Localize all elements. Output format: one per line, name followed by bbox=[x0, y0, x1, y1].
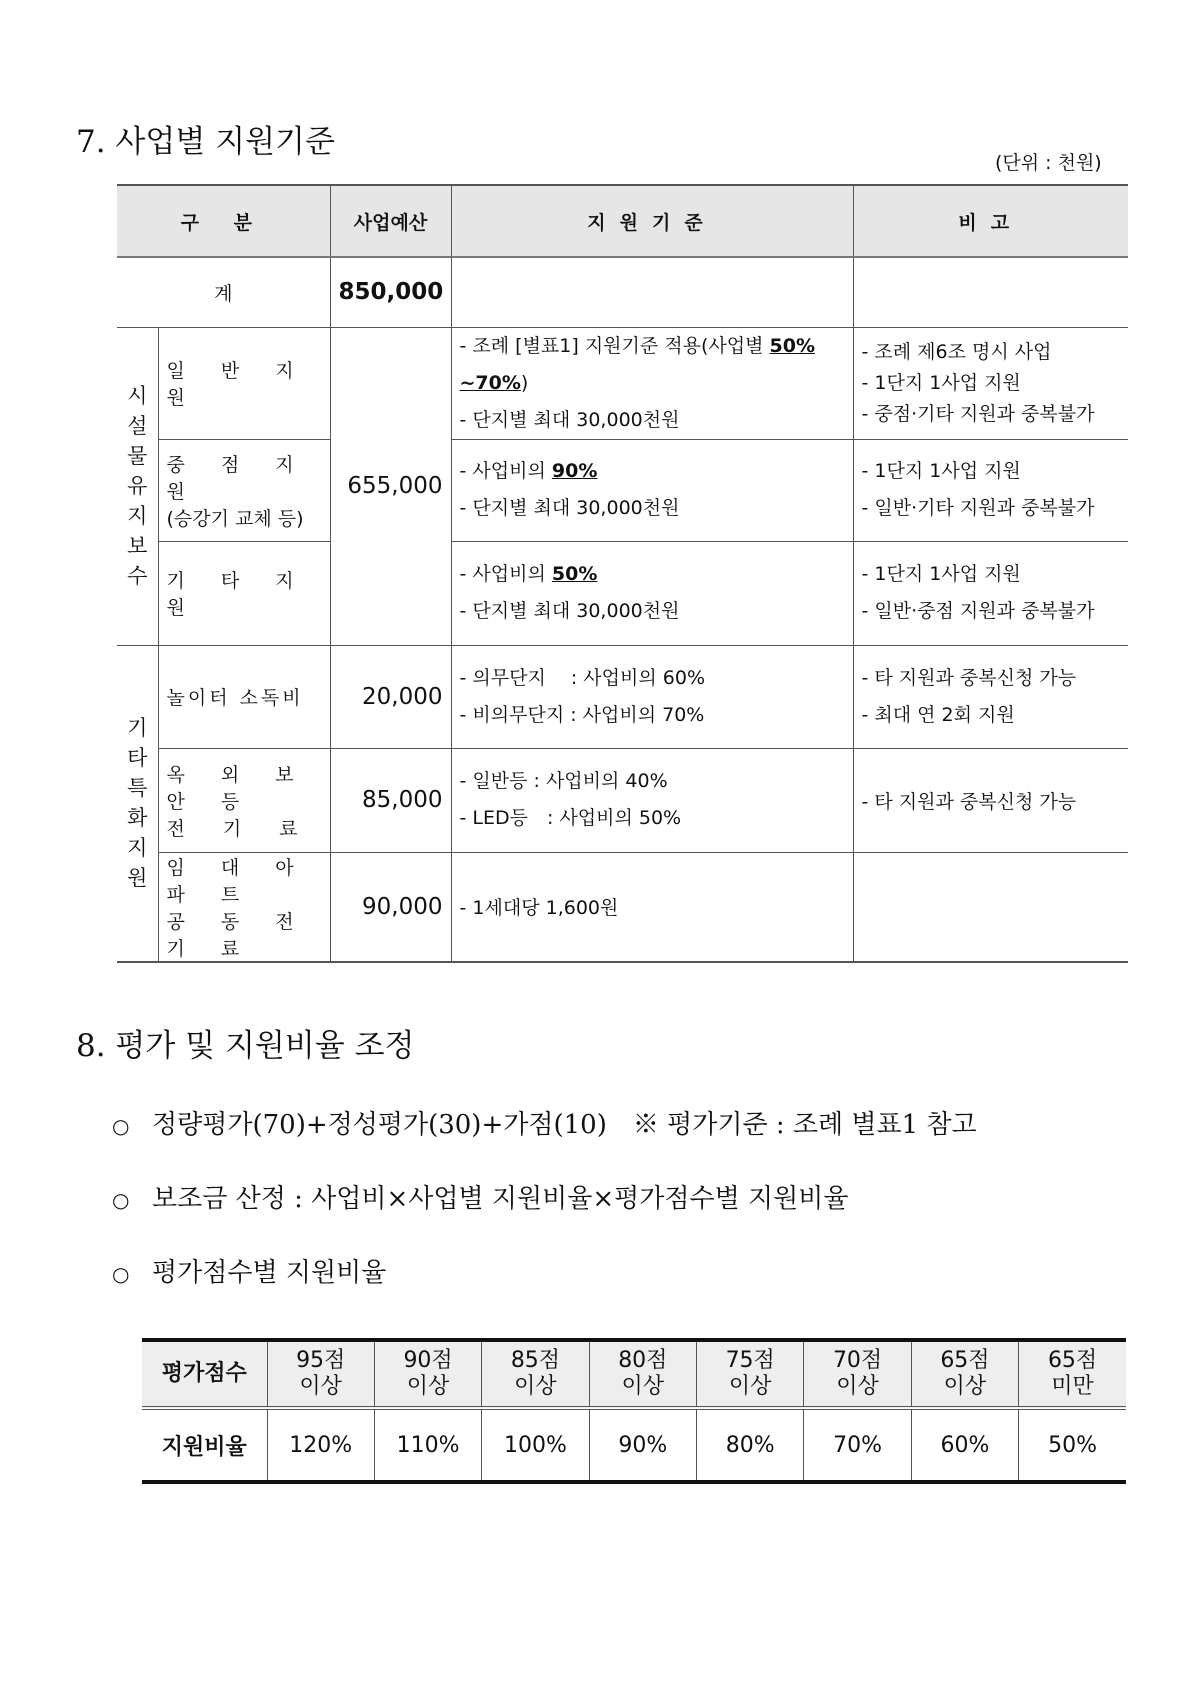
header-category: 구 분 bbox=[117, 185, 330, 257]
bullet-item: ○ 보조금 산정 : 사업비×사업별 지원비율×평가점수별 지원비율 bbox=[112, 1184, 849, 1214]
score-rate-table bbox=[142, 1338, 1126, 1484]
score-cell: 70점 이상 bbox=[804, 1340, 911, 1408]
score-cell: 65점 이상 bbox=[911, 1340, 1018, 1408]
row-name: 옥 외 보 안 등 전 기 료 bbox=[158, 748, 330, 852]
vertical-label: 시설물유지보수 bbox=[127, 384, 148, 588]
header-notes: 비고 bbox=[853, 185, 1128, 257]
row-notes: - 타 지원과 중복신청 가능 bbox=[853, 748, 1128, 852]
row-budget: 85,000 bbox=[330, 748, 451, 852]
vertical-label: 기타특화지원 bbox=[127, 716, 148, 890]
total-budget: 850,000 bbox=[330, 257, 451, 327]
score-cell: 95점 이상 bbox=[267, 1340, 374, 1408]
rate-cell: 90% bbox=[589, 1408, 696, 1482]
bullet-item: ○ 정량평가(70)+정성평가(30)+가점(10) ※ 평가기준 : 조례 별표1 참고 bbox=[112, 1110, 977, 1140]
score-cell: 80점 이상 bbox=[589, 1340, 696, 1408]
score-cell: 90점 이상 bbox=[374, 1340, 481, 1408]
row-name: 놀이터 소독비 bbox=[158, 645, 330, 748]
header-budget: 사업예산 bbox=[330, 185, 451, 257]
total-label: 계 bbox=[117, 257, 330, 327]
row-name: 기 타 지 원 bbox=[158, 541, 330, 645]
row-name: 임 대 아 파 트 공 동 전 기 료 bbox=[158, 852, 330, 962]
group2-label bbox=[117, 645, 158, 962]
rate-cell: 100% bbox=[482, 1408, 589, 1482]
support-criteria-table bbox=[117, 184, 1128, 963]
row-budget: 20,000 bbox=[330, 645, 451, 748]
rate-cell: 70% bbox=[804, 1408, 911, 1482]
rate-cell: 50% bbox=[1019, 1408, 1126, 1482]
row-criteria: - 조례 [별표1] 지원기준 적용(사업별 50% ~70%) - 단지별 최대 30,000천원 bbox=[451, 327, 853, 439]
row-name: 일 반 지 원 bbox=[158, 327, 330, 439]
group1-label bbox=[117, 327, 158, 645]
row-criteria: - 일반등 : 사업비의 40% - LED등 : 사업비의 50% bbox=[451, 748, 853, 852]
row-notes: - 조례 제6조 명시 사업 - 1단지 1사업 지원 - 중점·기타 지원과 중복불가 bbox=[853, 327, 1128, 439]
group1-budget: 655,000 bbox=[330, 327, 451, 645]
score-cell: 65점 미만 bbox=[1019, 1340, 1126, 1408]
row-name: 중 점 지 원 (승강기 교체 등) bbox=[158, 439, 330, 541]
unit-label: (단위 : 천원) bbox=[995, 152, 1102, 174]
rate-cell: 120% bbox=[267, 1408, 374, 1482]
score-cell: 85점 이상 bbox=[482, 1340, 589, 1408]
row-notes: - 1단지 1사업 지원 - 일반·중점 지원과 중복불가 bbox=[853, 541, 1128, 645]
score-cell: 75점 이상 bbox=[697, 1340, 804, 1408]
section8-title: 8. 평가 및 지원비율 조정 bbox=[76, 1028, 415, 1064]
rate-label: 지원비율 bbox=[142, 1408, 267, 1482]
row-criteria: - 사업비의 50% - 단지별 최대 30,000천원 bbox=[451, 541, 853, 645]
rate-cell: 110% bbox=[374, 1408, 481, 1482]
rate-cell: 60% bbox=[911, 1408, 1018, 1482]
header-criteria: 지원기준 bbox=[451, 185, 853, 257]
row-notes bbox=[853, 852, 1128, 962]
section7-title: 7. 사업별 지원기준 bbox=[76, 124, 335, 160]
row-criteria: - 사업비의 90% - 단지별 최대 30,000천원 bbox=[451, 439, 853, 541]
row-criteria: - 의무단지 : 사업비의 60% - 비의무단지 : 사업비의 70% bbox=[451, 645, 853, 748]
bullet-item: ○ 평가점수별 지원비율 bbox=[112, 1258, 387, 1288]
score-label: 평가점수 bbox=[142, 1340, 267, 1408]
rate-cell: 80% bbox=[697, 1408, 804, 1482]
row-budget: 90,000 bbox=[330, 852, 451, 962]
row-notes: - 1단지 1사업 지원 - 일반·기타 지원과 중복불가 bbox=[853, 439, 1128, 541]
row-notes: - 타 지원과 중복신청 가능 - 최대 연 2회 지원 bbox=[853, 645, 1128, 748]
row-criteria: - 1세대당 1,600원 bbox=[451, 852, 853, 962]
